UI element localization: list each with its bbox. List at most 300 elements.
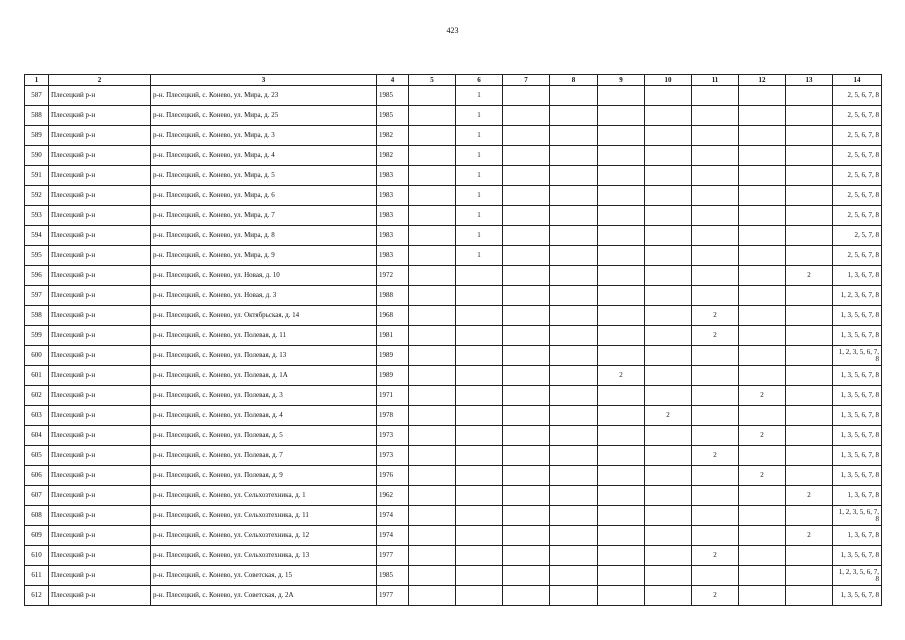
col8-cell (550, 86, 598, 106)
codes-cell: 2, 5, 6, 7, 8 (833, 166, 882, 186)
year-cell: 1982 (377, 126, 409, 146)
year-cell: 1981 (377, 326, 409, 346)
col8-cell (550, 306, 598, 326)
col6-cell (456, 546, 503, 566)
table-row (25, 566, 882, 586)
row-number: 598 (25, 306, 49, 326)
year-cell: 1976 (377, 466, 409, 486)
col9-cell (598, 486, 645, 506)
col6-cell (456, 326, 503, 346)
col6-cell (456, 406, 503, 426)
year-cell: 1985 (377, 86, 409, 106)
district-cell: Плесецкий р-н (49, 466, 151, 486)
col10-cell (645, 326, 692, 346)
column-header-5: 5 (409, 75, 456, 86)
register-table (24, 74, 882, 606)
codes-cell: 1, 3, 5, 6, 7, 8 (833, 386, 882, 406)
codes-cell: 1, 3, 5, 6, 7, 8 (833, 366, 882, 386)
table-row (25, 506, 882, 526)
table-row (25, 466, 882, 486)
year-cell: 1971 (377, 386, 409, 406)
table-row (25, 386, 882, 406)
col5-cell (409, 466, 456, 486)
year-cell: 1968 (377, 306, 409, 326)
col5-cell (409, 206, 456, 226)
row-number: 599 (25, 326, 49, 346)
col11-cell: 2 (692, 446, 739, 466)
col13-cell (786, 226, 833, 246)
col9-cell (598, 566, 645, 586)
col6-cell (456, 466, 503, 486)
codes-cell: 1, 3, 5, 6, 7, 8 (833, 446, 882, 466)
district-cell: Плесецкий р-н (49, 406, 151, 426)
col12-cell (739, 546, 786, 566)
table-row (25, 106, 882, 126)
col7-cell (503, 106, 550, 126)
column-header-12: 12 (739, 75, 786, 86)
col11-cell: 2 (692, 326, 739, 346)
col7-cell (503, 566, 550, 586)
col12-cell: 2 (739, 386, 786, 406)
col8-cell (550, 266, 598, 286)
col7-cell (503, 366, 550, 386)
table-row (25, 266, 882, 286)
row-number: 601 (25, 366, 49, 386)
table-row (25, 406, 882, 426)
col8-cell (550, 406, 598, 426)
codes-cell: 2, 5, 6, 7, 8 (833, 106, 882, 126)
year-cell: 1983 (377, 226, 409, 246)
col9-cell (598, 466, 645, 486)
address-cell: р-н. Плесецкий, с. Конево, ул. Советская, д. 15 (151, 566, 377, 586)
address-cell: р-н. Плесецкий, с. Конево, ул. Полевая, д. 1А (151, 366, 377, 386)
district-cell: Плесецкий р-н (49, 506, 151, 526)
codes-cell: 1, 3, 5, 6, 7, 8 (833, 326, 882, 346)
col11-cell (692, 266, 739, 286)
column-header-13: 13 (786, 75, 833, 86)
col10-cell (645, 246, 692, 266)
address-cell: р-н. Плесецкий, с. Конево, ул. Октябрьская, д. 14 (151, 306, 377, 326)
year-cell: 1973 (377, 446, 409, 466)
codes-cell: 2, 5, 6, 7, 8 (833, 86, 882, 106)
col10-cell (645, 366, 692, 386)
col8-cell (550, 186, 598, 206)
col8-cell (550, 166, 598, 186)
col5-cell (409, 326, 456, 346)
address-cell: р-н. Плесецкий, с. Конево, ул. Сельхозтехника, д. 13 (151, 546, 377, 566)
col6-cell (456, 286, 503, 306)
col12-cell (739, 586, 786, 606)
col10-cell (645, 546, 692, 566)
col7-cell (503, 426, 550, 446)
table-row (25, 546, 882, 566)
address-cell: р-н. Плесецкий, с. Конево, ул. Мира, д. 3 (151, 126, 377, 146)
district-cell: Плесецкий р-н (49, 206, 151, 226)
col11-cell (692, 206, 739, 226)
year-cell: 1983 (377, 206, 409, 226)
col5-cell (409, 546, 456, 566)
col5-cell (409, 146, 456, 166)
col6-cell: 1 (456, 166, 503, 186)
col9-cell (598, 86, 645, 106)
year-cell: 1974 (377, 526, 409, 546)
col7-cell (503, 186, 550, 206)
row-number: 603 (25, 406, 49, 426)
col8-cell (550, 586, 598, 606)
col5-cell (409, 446, 456, 466)
year-cell: 1977 (377, 586, 409, 606)
col9-cell (598, 246, 645, 266)
col13-cell: 2 (786, 486, 833, 506)
col10-cell (645, 446, 692, 466)
codes-cell: 1, 3, 6, 7, 8 (833, 526, 882, 546)
col9-cell (598, 206, 645, 226)
col5-cell (409, 106, 456, 126)
col6-cell (456, 446, 503, 466)
col13-cell (786, 106, 833, 126)
table-row (25, 366, 882, 386)
address-cell: р-н. Плесецкий, с. Конево, ул. Мира, д. 5 (151, 166, 377, 186)
district-cell: Плесецкий р-н (49, 446, 151, 466)
column-header-4: 4 (377, 75, 409, 86)
row-number: 594 (25, 226, 49, 246)
codes-cell: 1, 3, 5, 6, 7, 8 (833, 466, 882, 486)
address-cell: р-н. Плесецкий, с. Конево, ул. Новая, д. 10 (151, 266, 377, 286)
row-number: 596 (25, 266, 49, 286)
year-cell: 1989 (377, 366, 409, 386)
codes-cell: 1, 3, 5, 6, 7, 8 (833, 586, 882, 606)
col9-cell (598, 266, 645, 286)
col11-cell: 2 (692, 586, 739, 606)
col12-cell (739, 446, 786, 466)
col9-cell (598, 386, 645, 406)
col5-cell (409, 486, 456, 506)
col10-cell (645, 486, 692, 506)
col6-cell: 1 (456, 246, 503, 266)
col6-cell: 1 (456, 206, 503, 226)
address-cell: р-н. Плесецкий, с. Конево, ул. Полевая, д. 4 (151, 406, 377, 426)
address-cell: р-н. Плесецкий, с. Конево, ул. Сельхозтехника, д. 12 (151, 526, 377, 546)
district-cell: Плесецкий р-н (49, 426, 151, 446)
codes-cell: 2, 5, 6, 7, 8 (833, 246, 882, 266)
year-cell: 1978 (377, 406, 409, 426)
col6-cell (456, 346, 503, 366)
year-cell: 1983 (377, 166, 409, 186)
col11-cell (692, 226, 739, 246)
year-cell: 1973 (377, 426, 409, 446)
page-number: 423 (446, 26, 459, 35)
codes-cell: 1, 3, 6, 7, 8 (833, 486, 882, 506)
col6-cell (456, 366, 503, 386)
col6-cell (456, 526, 503, 546)
col8-cell (550, 326, 598, 346)
col13-cell (786, 446, 833, 466)
col11-cell (692, 526, 739, 546)
col13-cell (786, 386, 833, 406)
col11-cell (692, 146, 739, 166)
col10-cell (645, 506, 692, 526)
col5-cell (409, 86, 456, 106)
col9-cell (598, 106, 645, 126)
col11-cell (692, 106, 739, 126)
col5-cell (409, 286, 456, 306)
col11-cell (692, 426, 739, 446)
col9-cell (598, 326, 645, 346)
col5-cell (409, 526, 456, 546)
col10-cell (645, 206, 692, 226)
col7-cell (503, 86, 550, 106)
col12-cell (739, 266, 786, 286)
row-number: 607 (25, 486, 49, 506)
table-row (25, 346, 882, 366)
col13-cell (786, 406, 833, 426)
col8-cell (550, 366, 598, 386)
district-cell: Плесецкий р-н (49, 126, 151, 146)
col12-cell (739, 246, 786, 266)
year-cell: 1974 (377, 506, 409, 526)
col12-cell (739, 226, 786, 246)
row-number: 611 (25, 566, 49, 586)
col11-cell: 2 (692, 546, 739, 566)
col5-cell (409, 406, 456, 426)
row-number: 600 (25, 346, 49, 366)
col6-cell (456, 486, 503, 506)
address-cell: р-н. Плесецкий, с. Конево, ул. Сельхозтехника, д. 11 (151, 506, 377, 526)
table-row (25, 326, 882, 346)
col8-cell (550, 206, 598, 226)
row-number: 602 (25, 386, 49, 406)
address-cell: р-н. Плесецкий, с. Конево, ул. Мира, д. 23 (151, 86, 377, 106)
col10-cell (645, 86, 692, 106)
col11-cell: 2 (692, 306, 739, 326)
address-cell: р-н. Плесецкий, с. Конево, ул. Мира, д. 9 (151, 246, 377, 266)
row-number: 593 (25, 206, 49, 226)
col12-cell (739, 526, 786, 546)
col8-cell (550, 566, 598, 586)
col11-cell (692, 566, 739, 586)
col12-cell: 2 (739, 466, 786, 486)
col7-cell (503, 486, 550, 506)
table-body (25, 86, 882, 606)
col13-cell (786, 286, 833, 306)
year-cell: 1988 (377, 286, 409, 306)
col9-cell: 2 (598, 366, 645, 386)
col10-cell (645, 346, 692, 366)
table-row (25, 246, 882, 266)
col6-cell (456, 386, 503, 406)
col9-cell (598, 346, 645, 366)
column-header-7: 7 (503, 75, 550, 86)
table-row (25, 86, 882, 106)
col8-cell (550, 446, 598, 466)
codes-cell: 1, 2, 3, 5, 6, 7, 8 (833, 346, 882, 366)
col7-cell (503, 346, 550, 366)
col10-cell (645, 286, 692, 306)
col6-cell (456, 306, 503, 326)
address-cell: р-н. Плесецкий, с. Конево, ул. Мира, д. 6 (151, 186, 377, 206)
col6-cell: 1 (456, 86, 503, 106)
col7-cell (503, 586, 550, 606)
col12-cell (739, 406, 786, 426)
address-cell: р-н. Плесецкий, с. Конево, ул. Полевая, д. 7 (151, 446, 377, 466)
district-cell: Плесецкий р-н (49, 386, 151, 406)
col10-cell (645, 126, 692, 146)
col7-cell (503, 206, 550, 226)
col9-cell (598, 286, 645, 306)
year-cell: 1983 (377, 246, 409, 266)
col9-cell (598, 126, 645, 146)
col12-cell (739, 166, 786, 186)
col5-cell (409, 506, 456, 526)
col7-cell (503, 406, 550, 426)
header-row (25, 75, 882, 86)
col7-cell (503, 266, 550, 286)
col9-cell (598, 546, 645, 566)
col12-cell (739, 566, 786, 586)
row-number: 595 (25, 246, 49, 266)
table-row (25, 186, 882, 206)
col5-cell (409, 226, 456, 246)
col11-cell (692, 366, 739, 386)
col12-cell (739, 186, 786, 206)
col11-cell (692, 486, 739, 506)
codes-cell: 2, 5, 7, 8 (833, 226, 882, 246)
col6-cell (456, 506, 503, 526)
codes-cell: 1, 3, 5, 6, 7, 8 (833, 546, 882, 566)
col13-cell: 2 (786, 266, 833, 286)
col6-cell: 1 (456, 146, 503, 166)
col11-cell (692, 86, 739, 106)
col13-cell (786, 426, 833, 446)
col13-cell (786, 126, 833, 146)
codes-cell: 1, 2, 3, 5, 6, 7, 8 (833, 506, 882, 526)
col5-cell (409, 366, 456, 386)
district-cell: Плесецкий р-н (49, 566, 151, 586)
column-header-1: 1 (25, 75, 49, 86)
col5-cell (409, 346, 456, 366)
col8-cell (550, 546, 598, 566)
col10-cell (645, 186, 692, 206)
district-cell: Плесецкий р-н (49, 326, 151, 346)
year-cell: 1962 (377, 486, 409, 506)
col5-cell (409, 266, 456, 286)
col5-cell (409, 166, 456, 186)
col11-cell (692, 126, 739, 146)
col8-cell (550, 386, 598, 406)
col9-cell (598, 146, 645, 166)
row-number: 604 (25, 426, 49, 446)
year-cell: 1983 (377, 186, 409, 206)
col10-cell (645, 306, 692, 326)
col11-cell (692, 466, 739, 486)
column-header-11: 11 (692, 75, 739, 86)
row-number: 605 (25, 446, 49, 466)
district-cell: Плесецкий р-н (49, 546, 151, 566)
codes-cell: 1, 3, 5, 6, 7, 8 (833, 306, 882, 326)
col6-cell: 1 (456, 186, 503, 206)
district-cell: Плесецкий р-н (49, 146, 151, 166)
col12-cell (739, 366, 786, 386)
col13-cell (786, 586, 833, 606)
col7-cell (503, 286, 550, 306)
district-cell: Плесецкий р-н (49, 346, 151, 366)
col9-cell (598, 586, 645, 606)
col8-cell (550, 286, 598, 306)
col7-cell (503, 326, 550, 346)
row-number: 588 (25, 106, 49, 126)
col10-cell (645, 586, 692, 606)
col13-cell (786, 506, 833, 526)
col9-cell (598, 186, 645, 206)
col6-cell (456, 566, 503, 586)
col7-cell (503, 226, 550, 246)
year-cell: 1985 (377, 566, 409, 586)
col9-cell (598, 406, 645, 426)
col8-cell (550, 346, 598, 366)
col6-cell: 1 (456, 226, 503, 246)
table-row (25, 526, 882, 546)
table-row (25, 286, 882, 306)
district-cell: Плесецкий р-н (49, 306, 151, 326)
year-cell: 1977 (377, 546, 409, 566)
table-row (25, 426, 882, 446)
address-cell: р-н. Плесецкий, с. Конево, ул. Полевая, д. 11 (151, 326, 377, 346)
address-cell: р-н. Плесецкий, с. Конево, ул. Полевая, д. 5 (151, 426, 377, 446)
col11-cell (692, 166, 739, 186)
col12-cell (739, 506, 786, 526)
col11-cell (692, 286, 739, 306)
row-number: 609 (25, 526, 49, 546)
col6-cell (456, 426, 503, 446)
row-number: 589 (25, 126, 49, 146)
col8-cell (550, 246, 598, 266)
table-row (25, 446, 882, 466)
col8-cell (550, 506, 598, 526)
col10-cell (645, 426, 692, 446)
col13-cell (786, 466, 833, 486)
codes-cell: 2, 5, 6, 7, 8 (833, 186, 882, 206)
district-cell: Плесецкий р-н (49, 586, 151, 606)
col11-cell (692, 346, 739, 366)
table-row (25, 306, 882, 326)
row-number: 608 (25, 506, 49, 526)
col9-cell (598, 506, 645, 526)
row-number: 592 (25, 186, 49, 206)
col5-cell (409, 426, 456, 446)
col13-cell (786, 326, 833, 346)
col12-cell (739, 346, 786, 366)
address-cell: р-н. Плесецкий, с. Конево, ул. Мира, д. 25 (151, 106, 377, 126)
col11-cell (692, 506, 739, 526)
col7-cell (503, 306, 550, 326)
table-row (25, 146, 882, 166)
row-number: 590 (25, 146, 49, 166)
year-cell: 1985 (377, 106, 409, 126)
col12-cell (739, 286, 786, 306)
col10-cell (645, 226, 692, 246)
address-cell: р-н. Плесецкий, с. Конево, ул. Мира, д. 7 (151, 206, 377, 226)
col9-cell (598, 226, 645, 246)
district-cell: Плесецкий р-н (49, 226, 151, 246)
column-header-14: 14 (833, 75, 882, 86)
col13-cell: 2 (786, 526, 833, 546)
column-header-2: 2 (49, 75, 151, 86)
col8-cell (550, 106, 598, 126)
col12-cell: 2 (739, 426, 786, 446)
col7-cell (503, 386, 550, 406)
district-cell: Плесецкий р-н (49, 106, 151, 126)
column-header-10: 10 (645, 75, 692, 86)
